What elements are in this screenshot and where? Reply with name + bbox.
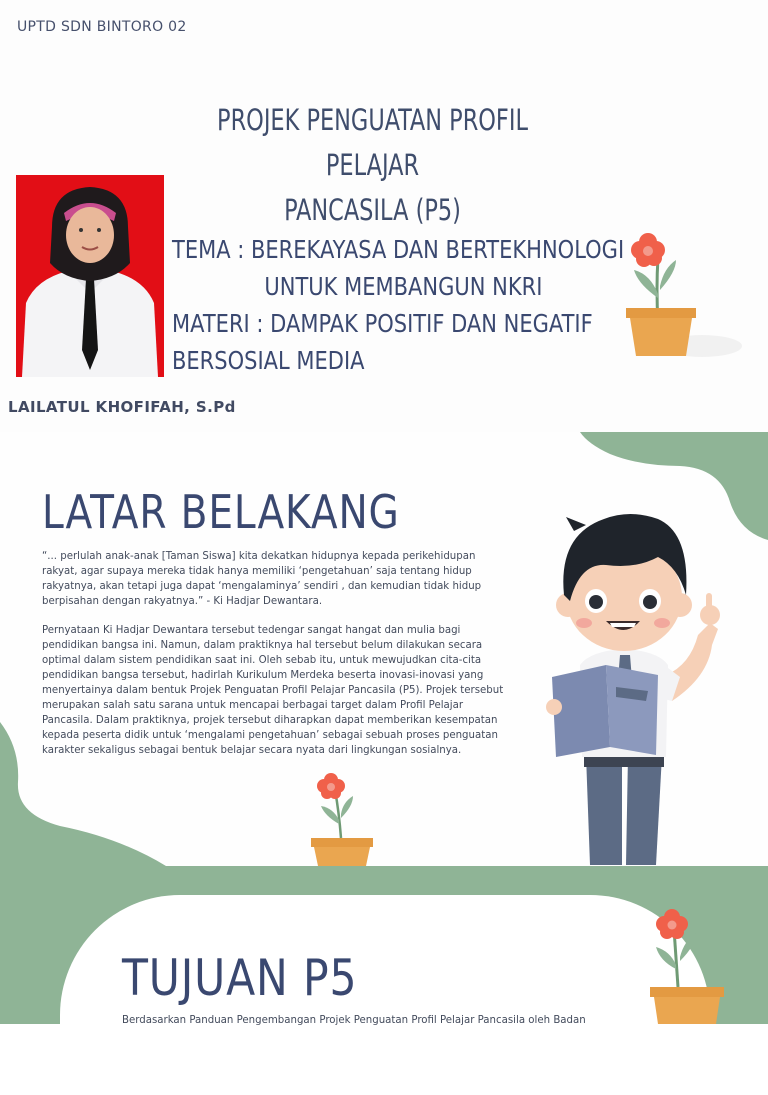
materi-line2: BERSOSIAL MEDIA [172, 346, 365, 375]
latar-belakang-body [42, 549, 512, 772]
tujuan-title: TUJUAN P5 [122, 949, 358, 1007]
flower-pot-icon [640, 905, 740, 1024]
latar-belakang-title: LATAR BELAKANG [42, 485, 400, 539]
cover-title-line1: PROJEK PENGUATAN PROFIL PELAJAR [217, 103, 528, 182]
tema-line1: TEMA : BEREKAYASA DAN BERTEKHNOLOGI [172, 235, 625, 264]
author-name: LAILATUL KHOFIFAH, S.Pd [8, 398, 236, 416]
cover-title-line2: PANCASILA (P5) [284, 193, 461, 227]
explanation-paragraph: Pernyataan Ki Hadjar Dewantara tersebut tedengar sangat hangat dan mulia bagi pendidikan bangsa ini. Namun, dalam praktiknya hal tersebut belum dilakukan secara optimal dalam sistem pendidikan saat ini. Oleh sebab itu, untuk mewujudkan cita-cita pendidikan bangsa tersebut, hadirlah Kurikulum Merdeka beserta inovasi-inovasi yang menyertainya dalam bentuk Projek Penguatan Profil Pelajar Pancasila (P5). Projek tersebut merupakan salah satu sarana untuk mencapai berbagai target dalam Profil Pelajar Pancasila. Dalam praktiknya, projek tersebut diharapkan dapat memberikan kesempatan kepada peserta didik untuk ‘mengalami pengetahuan’ sebagai sebuah proses penguatan karakter sekaligus sebagai bentuk belajar secara nyata dari lingkungan sosialnya. [42, 625, 504, 756]
boy-reading-illustration [540, 505, 740, 867]
materi-line1: MATERI : DAMPAK POSITIF DAN NEGATIF [172, 309, 593, 338]
flower-pot-icon [610, 228, 745, 363]
tujuan-body: Berdasarkan Panduan Pengembangan Projek Penguatan Profil Pelajar Pancasila oleh Badan [122, 1015, 586, 1026]
quote-paragraph: “... perlulah anak-anak [Taman Siswa] kita dekatkan hidupnya kepada perikehidupan rakyat, agar supaya mereka tidak hanya memiliki ‘pengetahuan’ saja tentang hidup rakyatnya, akan tetapi juga dapat ‘mengalaminya’ sendiri , dan kemudian tidak hidup berpisahan dengan rakyatnya.” - Ki Hadjar Dewantara. [42, 551, 482, 607]
teacher-photo [16, 175, 164, 377]
theme-and-material [172, 231, 624, 379]
tema-line2: UNTUK MEMBANGUN NKRI [264, 272, 543, 301]
cover-title [181, 98, 564, 233]
school-name: UPTD SDN BINTORO 02 [17, 19, 187, 35]
flower-pot-icon [305, 768, 380, 866]
